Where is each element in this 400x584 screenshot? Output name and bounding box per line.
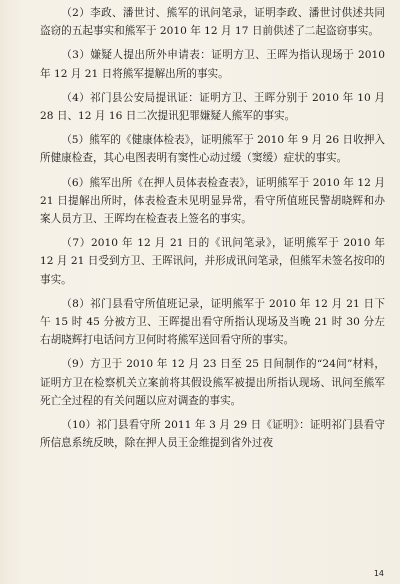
evidence-paragraph-4: （4）祁门县公安局提讯证：证明方卫、王晖分别于 2010 年 10 月 28 日、12 月 16 日二次提讯犯罪嫌疑人熊军的事实。 [40, 91, 385, 123]
evidence-paragraph-6: （6）熊军出所《在押人员体表检查表》，证明熊军于 2010 年 12 月 21 日提解出所时，体表检查未见明显异常，看守所值班民警胡晓辉和办案人员方卫、王晖均在检查表上签名的事实。 [40, 176, 385, 226]
evidence-paragraph-8: （8）祁门县看守所值班记录，证明熊军于 2010 年 12 月 21 日下午 15 时 45 分被方卫、王晖提出看守所指认现场及当晚 21 时 30 分左右胡晓辉打电话问方卫何时将熊军送回看守所的事实。 [40, 297, 385, 347]
document-body [40, 4, 385, 458]
evidence-paragraph-5: （5）熊军的《健康体检表》，证明熊军于 2010 年 9 月 26 日收押入所健康检查，其心电图表明有窦性心动过缓（窦缓）症状的事实。 [40, 134, 385, 165]
evidence-paragraph-7: （7）2010 年 12 月 21 日的《讯问笔录》，证明熊军于 2010 年 12 月 21 日受到方卫、王晖讯问，并形成讯问笔录，但熊军未签名按印的事实。 [40, 237, 385, 286]
evidence-paragraph-9: （9）方卫于 2010 年 12 月 23 日至 25 日间制作的“24问”材料，证明方卫在检察机关立案前将其假设熊军被提出所指认现场、讯问至熊军死亡全过程的有关问题以应对调查的事实。 [40, 358, 385, 407]
evidence-paragraph-3: （3）嫌疑人提出所外申请表：证明方卫、王晖为指认现场于 2010 年 12 月 21 日将熊军提解出所的事实。 [40, 49, 385, 80]
evidence-paragraph-10: （10）祁门县看守所 2011 年 3 月 29 日《证明》：证明祁门县看守所信息系统反映，除在押人员王金维提到省外过夜 [40, 419, 385, 450]
page-number: 14 [373, 569, 384, 578]
evidence-paragraph-2: （2）李政、潘世讨、熊军的讯问笔录，证明李政、潘世讨供述共同盗窃的五起事实和熊军于 2010 年 12 月 17 日前供述了二起盗窃事实。 [40, 7, 385, 38]
